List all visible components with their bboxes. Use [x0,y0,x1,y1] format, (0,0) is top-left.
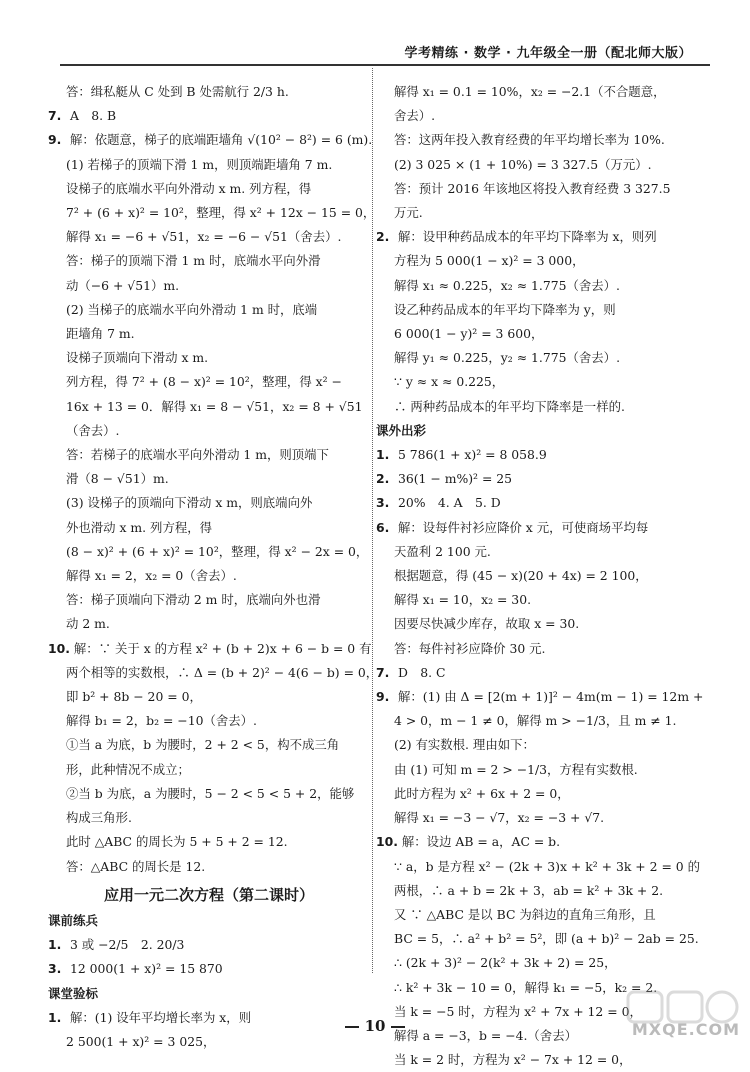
answer-line [376,443,710,467]
answer-text: 构成三角形. [66,810,132,826]
question-number: 7. [48,108,62,124]
answer-text: D 8. C [397,664,446,680]
answer-line [376,564,710,588]
answer-line [376,709,710,733]
question-number: 3. [48,961,62,977]
question-number: 7. [376,664,390,680]
answer-line [376,661,710,685]
answer-line [376,758,710,782]
answer-text: 距墙角 7 m. [66,326,135,342]
answer-text: 设乙种药品成本的年平均下降率为 y，则 [394,301,616,317]
question-number: 2. [376,229,390,245]
answer-line [48,201,376,225]
answer-line [376,177,710,201]
answer-line [48,395,370,419]
answer-text: 天盈利 2 100 元. [394,543,491,559]
answer-line [376,395,710,419]
answer-text: 舍去）. [394,108,436,124]
answer-text: 36(1 − m%)² = 25 [397,471,513,487]
answer-text: 答：这两年投入教育经费的年平均增长率为 10%. [394,132,665,148]
answer-line [48,758,370,782]
answer-line [48,830,370,854]
subsection-heading: 课堂验标 [48,985,99,1001]
answer-text: 根据题意，得 (45 − x)(20 + 4x) = 2 100， [394,568,648,584]
question-number: 9. [376,689,390,705]
answer-text: ∴ k² + 3k − 10 = 0，解得 k₁ = −5，k₂ = 2. [394,979,658,995]
answer-text: 解：(1) 设年平均增长率为 x，则 [69,1009,252,1025]
answer-line [376,346,710,370]
question-number: 6. [376,519,390,535]
answer-text: 解：设甲种药品成本的年平均下降率为 x，则列 [397,229,657,245]
answer-line [48,419,370,443]
answer-line [48,516,370,540]
answer-line [376,467,710,491]
answer-text: 12 000(1 + x)² = 15 870 [69,961,223,977]
answer-text: 外也滑动 x m. 列方程，得 [66,519,213,535]
answer-text: (3) 设梯子的顶端向下滑动 x m，则底端向外 [66,495,313,511]
answer-line [48,104,370,128]
answer-line [376,637,710,661]
answer-text: (2) 3 025 × (1 + 10%) = 3 327.5（万元）. [394,156,652,172]
answer-text: 4 > 0，m − 1 ≠ 0，解得 m > −1/3，且 m ≠ 1. [394,713,677,729]
answer-text: 解：设每件衬衫应降价 x 元，可使商场平均每 [397,519,649,535]
question-number: 10. [48,640,70,656]
answer-line [48,540,370,564]
answer-text: 当 k = −5 时，方程为 x² + 7x + 12 = 0， [394,1003,642,1019]
answer-text: BC = 5，∴ a² + b² = 5²，即 (a + b)² − 2ab = 25. [394,931,699,947]
answer-line [376,540,710,564]
answer-text: 解得 a = −3，b = −4.（舍去） [394,1027,577,1043]
answer-line [376,927,710,951]
answer-line [376,298,710,322]
page-number-text: 10 [364,1017,386,1035]
answer-text: 即 b² + 8b − 20 = 0， [66,689,202,705]
answer-line [376,588,710,612]
question-number: 10. [376,834,398,850]
answer-line [376,370,710,394]
answer-line [48,733,370,757]
answer-text: 解得 x₁ = 10，x₂ = 30. [394,592,532,608]
answer-text: 解：∵ 关于 x 的方程 x² + (b + 2)x + 6 − b = 0 有 [73,640,372,656]
answer-line [48,443,370,467]
answer-line [376,733,710,757]
question-number: 2. [376,471,390,487]
answer-text: ∴ 两种药品成本的年平均下降率是一样的. [394,398,625,414]
answer-text: 两根，∴ a + b = 2k + 3，ab = k² + 3k + 2. [394,882,664,898]
header-title: 学考精练 · 数学 · 九年级全一册（配北师大版） [404,46,692,61]
answer-line [376,153,710,177]
answer-line [376,612,710,636]
answer-text: 解：(1) 由 Δ = [2(m + 1)]² − 4m(m − 1) = 12m + [397,689,704,705]
answer-text: 解：设边 AB = a，AC = b. [401,834,561,850]
answer-line [376,903,710,927]
answer-text: 此时方程为 x² + 6x + 2 = 0， [394,785,570,801]
answer-line [48,128,373,152]
answer-line [376,1048,710,1072]
answer-text: 解：依题意，梯子的底端距墙角 √(10² − 8²) = 6 (m). [69,132,373,148]
answer-text: 3 或 −2/5 2. 20/3 [69,937,185,953]
answer-text: 列方程，得 7² + (8 − x)² = 10²，整理，得 x² − [66,374,342,390]
answer-text: 解得 x₁ = 2，x₂ = 0（舍去）. [66,568,237,584]
answer-text: 此时 △ABC 的周长为 5 + 5 + 2 = 12. [66,834,288,850]
answer-line [48,322,370,346]
section-title: 应用一元二次方程（第二课时） [103,885,314,904]
answer-text: 答：每件衬衫应降价 30 元. [394,640,546,656]
answer-text: 形，此种情况不成立； [66,761,190,777]
answer-text: 两个相等的实数根，∴ Δ = (b + 2)² − 4(6 − b) = 0， [66,664,379,680]
answer-text: 5 786(1 + x)² = 8 058.9 [397,447,547,463]
answer-line [376,249,710,273]
answer-text: (2) 有实数根. 理由如下： [394,737,535,753]
answer-line [48,467,370,491]
answer-line [376,830,710,854]
answer-line [48,637,370,661]
answer-line [48,249,370,273]
subsection-heading: 课前练兵 [48,912,99,928]
answer-text: 动 2 m. [66,616,110,632]
answer-text: 答：△ABC 的周长是 12. [66,858,206,874]
answer-text: 解得 b₁ = 2，b₂ = −10（舍去）. [66,713,257,729]
answer-text: ②当 b 为底，a 为腰时，5 − 2 < 5 < 5 + 2，能够 [66,785,355,801]
answer-line [376,685,710,709]
answer-text: ∵ a，b 是方程 x² − (2k + 3)x + k² + 3k + 2 = 0 的 [394,858,700,874]
answer-line [48,298,370,322]
answer-line [48,80,370,104]
answer-line [376,855,710,879]
answer-line [48,370,370,394]
answer-line [48,177,370,201]
answer-text: (8 − x)² + (6 + x)² = 10²，整理，得 x² − 2x = 0， [66,543,369,559]
answer-text: 又 ∵ △ABC 是以 BC 为斜边的直角三角形，且 [394,906,656,922]
answer-line [48,588,370,612]
answer-text: 解得 x₁ ≈ 0.225，x₂ ≈ 1.775（舍去）. [394,277,620,293]
left-column [48,80,379,1054]
answer-line [48,709,370,733]
answer-line [48,782,370,806]
subsection-heading: 课外出彩 [376,422,427,438]
answer-line [376,128,710,152]
answer-text: 20% 4. A 5. D [397,495,501,511]
answer-text: 动（−6 + √51）m. [66,277,180,293]
answer-text: 2 500(1 + x)² = 3 025， [66,1033,216,1049]
answer-text: 答：预计 2016 年该地区将投入教育经费 3 327.5 [394,180,671,196]
answer-line [376,80,710,104]
answer-line [376,104,710,128]
answer-text: 答：梯子顶端向下滑动 2 m 时，底端向外也滑 [66,592,321,608]
answer-text: 答：缉私艇从 C 处到 B 处需航行 2/3 h. [66,84,289,99]
answer-text: ∵ y ≈ x ≈ 0.225， [394,374,505,390]
answer-line [48,225,370,249]
answer-line [48,564,370,588]
answer-line [48,491,370,515]
answer-line [48,855,370,879]
answer-text: 解得 x₁ = −6 + √51，x₂ = −6 − √51（舍去）. [66,229,342,245]
answer-text: ∴ (2k + 3)² − 2(k² + 3k + 2) = 25， [394,955,617,971]
answer-text: A 8. B [69,108,117,124]
answer-line [48,685,370,709]
answer-text: 6 000(1 − y)² = 3 600， [394,326,544,342]
answer-line [376,782,710,806]
answer-line [48,274,370,298]
question-number: 1. [48,1009,62,1025]
answer-text: 设梯子顶端向下滑动 x m. [66,350,209,366]
answer-text: 答：若梯子的底端水平向外滑动 1 m，则顶端下 [66,447,329,463]
question-number: 3. [376,495,390,511]
answer-text: 解得 x₁ = −3 − √7，x₂ = −3 + √7. [394,810,605,826]
answer-line [376,806,710,830]
answer-line [376,201,710,225]
answer-text: 当 k = 2 时，方程为 x² − 7x + 12 = 0， [394,1052,632,1068]
answer-text: 方程为 5 000(1 − x)² = 3 000， [394,253,585,269]
answer-text: 设梯子的底端水平向外滑动 x m. 列方程，得 [66,180,312,196]
answer-text: 由 (1) 可知 m = 2 > −1/3，方程有实数根. [394,761,638,777]
answer-line [48,661,379,685]
answer-text: 答：梯子的顶端下滑 1 m 时，底端水平向外滑 [66,253,321,269]
answer-line [376,322,710,346]
answer-text: 解得 y₁ ≈ 0.225，y₂ ≈ 1.775（舍去）. [394,350,621,366]
page-header [60,34,710,66]
answer-line [376,516,710,540]
answer-line [48,153,370,177]
answer-text: 万元. [394,205,423,221]
answer-text: 解得 x₁ = 0.1 = 10%，x₂ = −2.1（不合题意， [394,84,666,99]
question-number: 1. [48,937,62,953]
answer-line [376,225,710,249]
answer-text: 滑（8 − √51）m. [66,471,169,487]
answer-line [48,933,370,957]
answer-line [48,957,370,981]
question-number: 9. [48,132,62,148]
answer-line [48,612,370,636]
answer-line [376,491,710,515]
answer-line [376,879,710,903]
answer-text: ①当 a 为底，b 为腰时，2 + 2 < 5，构不成三角 [66,737,340,753]
watermark-text: MXQE.COM [631,1020,740,1039]
answer-line [48,806,370,830]
question-number: 1. [376,447,390,463]
answer-text: (2) 当梯子的底端水平向外滑动 1 m 时，底端 [66,301,318,317]
answer-line [376,274,710,298]
answer-text: 16x + 13 = 0．解得 x₁ = 8 − √51，x₂ = 8 + √51 [66,398,363,414]
answer-line [376,951,710,975]
answer-text: (1) 若梯子的顶端下滑 1 m，则顶端距墙角 7 m. [66,156,333,172]
answer-line [48,346,370,370]
answer-text: 因要尽快减少库存，故取 x = 30. [394,616,580,632]
answer-text: 7² + (6 + x)² = 10²，整理，得 x² + 12x − 15 = 0， [66,205,376,221]
answer-text: （舍去）. [66,422,120,438]
right-column [376,80,710,1072]
